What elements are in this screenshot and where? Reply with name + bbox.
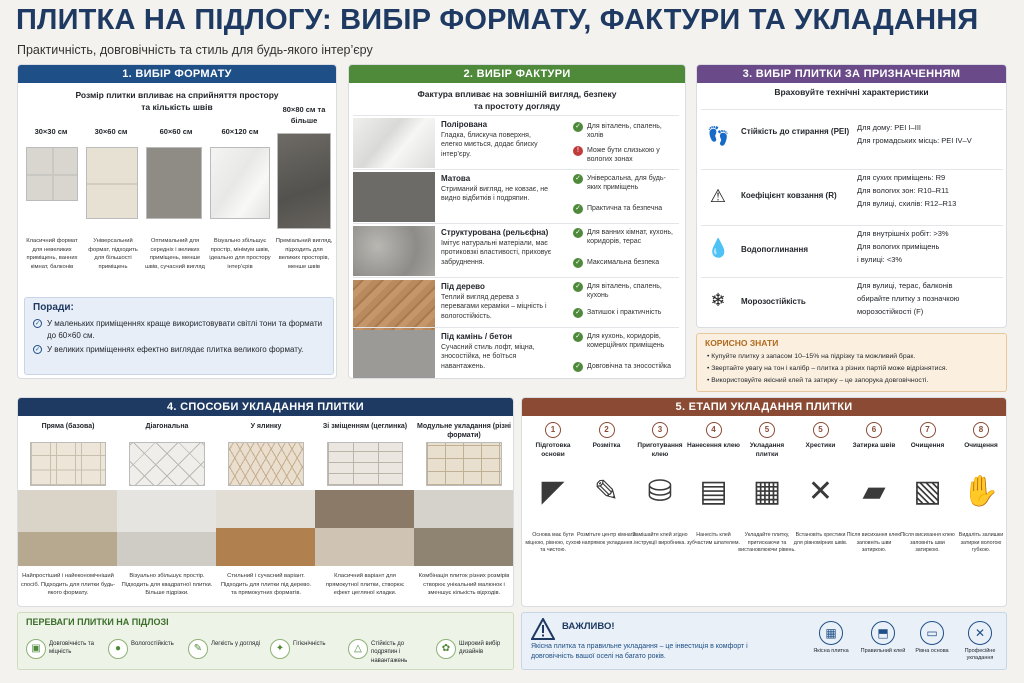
texture-heading: 2. ВИБІР ФАКТУРИ: [349, 65, 685, 83]
stage-desc: Після висихання клею заповніть шви затиркою.: [900, 532, 955, 554]
tile-swatch-80x80: [277, 133, 331, 229]
texture-row-matte: [353, 169, 679, 223]
stage-step: [687, 422, 741, 572]
stage-desc: Замішайте клей згідно інструкції виробника.: [632, 532, 688, 546]
spec-values: [857, 280, 1003, 318]
photo-modular-room: [414, 490, 514, 566]
pattern-diagonal: [129, 442, 205, 486]
important-item: [954, 621, 1006, 663]
format-desc: Універсальний формат, підходить для більшості приміщень: [88, 238, 138, 271]
spec-row-frost: [701, 277, 1003, 327]
stage-number: 3: [652, 422, 668, 438]
tools-icon: ✕: [968, 621, 992, 645]
important-text: Якісна плитка та правильне укладання – це інвестиція в комфорт і довговічність вашої оселі на багато років.: [531, 643, 748, 660]
format-size: 30×60 см: [94, 127, 128, 136]
texture-pro: [573, 282, 679, 300]
spec-name: Водопоглинання: [741, 245, 808, 254]
important-label: Якісна плитка: [813, 648, 849, 654]
tiles-icon: ▦: [752, 475, 782, 508]
check-icon: ✓: [573, 122, 583, 132]
texture-pro: [573, 122, 679, 140]
stage-step: [954, 422, 1007, 572]
cross-icon: ✕: [807, 475, 834, 508]
stage-number: 7: [920, 422, 936, 438]
tile-swatch-30x30: [26, 147, 78, 201]
layout-modular: [414, 418, 514, 607]
texture-image-stone: [353, 330, 435, 379]
stage-name: Підготовка основи: [535, 442, 571, 458]
stage-step: [526, 422, 580, 572]
format-desc: Класичний формат для невеликих приміщень, ванних кімнат, балконів: [26, 238, 78, 271]
stages-panel: [521, 397, 1007, 607]
useful-text: Використовуйте якісний клей та затирку – це запорука довговічності.: [711, 377, 929, 384]
texture-pro-text: Практична та безпечна: [587, 205, 663, 212]
spec-name: Стійкість до стирання (PEI): [741, 127, 850, 136]
format-desc: Преміальний вигляд, підходить для великих просторів, менше швів: [275, 238, 333, 271]
important-title: ВАЖЛИВО!: [562, 621, 615, 632]
photo-living-room: [18, 490, 118, 566]
format-desc: Оптимальний для середніх і великих приміщень, менше швів, сучасний вигляд: [145, 238, 205, 271]
texture-pro: [573, 308, 679, 317]
format-panel: [17, 64, 337, 379]
important-box: [521, 612, 1007, 670]
spec-name: Морозостійкість: [741, 297, 806, 306]
pattern-straight: [30, 442, 106, 486]
advantage-text: Гігієнічність: [293, 641, 326, 647]
stage-step: [740, 422, 794, 572]
purpose-heading: 3. ВИБІР ПЛИТКИ ЗА ПРИЗНАЧЕННЯМ: [697, 65, 1006, 83]
layout-name: Зі зміщенням (цеглинка): [322, 423, 408, 430]
bucket-icon: ⛁: [647, 475, 673, 508]
stage-desc: Після висихання клею заповніть шви затиркою.: [846, 532, 902, 554]
advantages-box: [17, 612, 514, 670]
tip-text: У великих приміщеннях ефектно виглядає плитка великого формату.: [47, 345, 304, 354]
texture-name: Матова: [441, 174, 471, 183]
format-desc: Візуально збільшує простір, мінімум швів, ідеально для простору інтер’єрів: [209, 238, 271, 271]
layout-name: Діагональна: [145, 423, 189, 430]
layout-heading: 4. СПОСОБИ УКЛАДАННЯ ПЛИТКИ: [18, 398, 513, 416]
spec-value: Для внутрішніх робіт: >3%: [857, 229, 949, 238]
page-title: ПЛИТКА НА ПІДЛОГУ: ВИБІР ФОРМАТУ, ФАКТУРИ ТА УКЛАДАННЯ: [16, 4, 979, 36]
stage-name: Розмітка: [592, 442, 621, 449]
texture-row-wood: [353, 277, 679, 331]
level-base-icon: ▭: [920, 621, 944, 645]
layout-panel: [17, 397, 514, 607]
spec-name: Коефіцієнт ковзання (R): [741, 191, 837, 200]
spec-row-slip: [701, 169, 1003, 225]
spec-value: морозостійкості (F): [857, 306, 924, 316]
spec-row-water: [701, 225, 1003, 277]
tip-text: У маленьких приміщеннях краще використовувати світлі тони та формати до 60×60 см.: [47, 319, 323, 340]
stages-heading: 5. ЕТАПИ УКЛАДАННЯ ПЛИТКИ: [522, 398, 1006, 416]
texture-image-wood: [353, 280, 435, 330]
texture-pro: [573, 228, 679, 246]
layout-name: У ялинку: [250, 423, 282, 430]
check-icon: ✓: [573, 228, 583, 238]
tile-quality-icon: ▦: [819, 621, 843, 645]
texture-pro-text: Для віталень, спалень, кухонь: [587, 283, 662, 300]
float-icon: ▰: [862, 475, 886, 508]
notched-trowel-icon: ▤: [699, 475, 728, 508]
texture-desc: Імітує натуральні матеріали, має протиковзкі властивості, приховує забруднення.: [441, 240, 552, 266]
texture-image-polished: [353, 118, 435, 168]
texture-row-stone: [353, 327, 679, 379]
stage-name: Очищення: [964, 442, 998, 449]
stage-step: [577, 422, 636, 572]
stage-number: 5: [813, 422, 829, 438]
pattern-offset: [327, 442, 403, 486]
footprints-icon: 👣: [707, 126, 730, 146]
important-label: Правильний клей: [860, 648, 906, 654]
advantage-text: Широкий вибір дизайнів: [459, 641, 501, 656]
important-item: [857, 621, 909, 655]
pencil-icon: ✎: [593, 475, 620, 508]
texture-desc: Теплий вигляд дерева з перевагами кераміки – міцність і вологостійкість.: [441, 294, 547, 320]
layout-desc: Найпростіший і найекономічніший спосіб. Підходить для плитки будь-якого формату.: [20, 573, 116, 597]
stage-desc: Основа має бути міцною, рівною, сухою та чистою.: [525, 532, 581, 554]
useful-item: • Звертайте увагу на тон і калібр – плитка з різних партій може відрізнятися.: [707, 365, 948, 372]
purpose-panel: [696, 64, 1007, 328]
useful-box: [696, 333, 1007, 392]
stage-desc: Розмітьте центр кімнати і напрямок укладання.: [577, 532, 636, 546]
stage-name: Нанесення клею: [687, 442, 740, 449]
format-size: 80×80 см та більше: [282, 105, 326, 125]
sponge-icon: ▧: [913, 475, 942, 508]
page-subtitle: Практичність, довговічність та стиль для будь-якого інтер’єру: [17, 43, 373, 57]
check-icon: ✓: [573, 362, 583, 372]
texture-pro-text: Для віталень, спалень, холів: [587, 123, 662, 140]
important-label: Професійне укладання: [964, 648, 996, 662]
texture-intro-line1: Фактура впливає на зовнішній вигляд, безпеку: [417, 89, 617, 99]
spec-value: Для сухих приміщень: R9: [857, 173, 946, 182]
spec-values: [857, 122, 1003, 148]
warning-triangle-icon: [531, 618, 555, 640]
layout-herringbone: [216, 418, 316, 607]
drop-icon: ●: [108, 639, 128, 659]
check-icon: ✓: [573, 332, 583, 342]
advantages-title: ПЕРЕВАГИ ПЛИТКИ НА ПІДЛОЗІ: [26, 617, 169, 627]
check-icon: ✓: [573, 258, 583, 268]
advantage-text: Легкість у догляді: [211, 641, 261, 647]
stage-desc: Укладайте плитку, притискаючи та вистановлюючи рівень.: [738, 532, 796, 554]
stage-name: Приготування клею: [637, 442, 683, 458]
stage-step: [794, 422, 848, 572]
shield-icon: ▣: [26, 639, 46, 659]
spec-value: Для громадських місць: PEI IV–V: [857, 135, 972, 145]
important-item: [906, 621, 958, 655]
important-label: Рівна основа: [915, 648, 949, 654]
useful-title: КОРИСНО ЗНАТИ: [705, 338, 779, 348]
tile-swatch-60x60: [146, 147, 202, 219]
texture-row-polished: [353, 115, 679, 169]
layout-desc: Класичний варіант для прямокутної плитки, створює ефект цегляної кладки.: [325, 573, 405, 597]
stage-desc: Видаліть залишки затирки вологою губкою.: [958, 532, 1004, 554]
stage-number: 4: [706, 422, 722, 438]
texture-intro: [349, 89, 685, 113]
spec-value: Для вулиці, схилів: R12–R13: [857, 198, 957, 208]
check-icon: ✓: [573, 174, 583, 184]
texture-image-structured: [353, 226, 435, 276]
check-icon: ✓: [34, 321, 41, 327]
layout-straight: [18, 418, 118, 607]
stage-number: 6: [866, 422, 882, 438]
texture-pro-text: Для кухонь, коридорів, комерційних приміщень: [587, 333, 665, 350]
texture-pro: [573, 258, 679, 267]
texture-name: Полірована: [441, 120, 488, 129]
hygiene-icon: ✦: [270, 639, 290, 659]
spec-value: Для вулиці, терас, балконів: [857, 281, 953, 290]
tip-item: [33, 318, 323, 341]
texture-desc: Гладка, блискуча поверхня, елегко миється, додає блиску інтер’єру.: [441, 132, 538, 158]
useful-item: • Купуйте плитку з запасом 10–15% на підрізку та можливий брак.: [707, 353, 916, 360]
tile-swatch-60x120: [210, 147, 270, 219]
texture-image-matte: [353, 172, 435, 222]
stage-number: 1: [545, 422, 561, 438]
trowel-icon: ◤: [541, 475, 565, 508]
format-size: 60×60 см: [159, 127, 193, 136]
check-icon: ✓: [573, 204, 583, 214]
stage-number: 5: [759, 422, 775, 438]
tile-swatch-30x60: [86, 147, 138, 219]
layout-diagonal: [117, 418, 217, 607]
spec-value: і вулиці: <3%: [857, 254, 903, 264]
texture-pro-text: Максимальна безпека: [587, 259, 660, 266]
texture-intro-line2: та простоту догляду: [473, 100, 561, 111]
layout-name: Модульне укладання (різні формати): [416, 423, 511, 440]
pattern-herringbone: [228, 442, 304, 486]
spec-values: [857, 228, 1003, 266]
stage-desc: Нанесіть клей зубчастим шпателем.: [686, 532, 741, 546]
stage-name: Хрестики: [805, 442, 836, 449]
texture-row-structured: [353, 223, 679, 277]
warning-icon: !: [573, 146, 583, 156]
tips-title: Поради:: [33, 302, 74, 313]
slip-icon: ⚠: [709, 186, 727, 206]
stage-step: [901, 422, 955, 572]
pattern-modular: [426, 442, 502, 486]
texture-pro: [573, 174, 679, 192]
texture-name: Під дерево: [441, 282, 485, 291]
useful-item: • Використовуйте якісний клей та затирку – це запорука довговічності.: [707, 377, 929, 384]
palette-icon: ✿: [436, 639, 456, 659]
format-intro-line2: та кількість швів: [141, 102, 213, 113]
format-intro-line1: Розмір плитки впливає на сприйняття простору: [75, 90, 279, 100]
weight-icon: △: [348, 639, 368, 659]
photo-bathroom: [117, 490, 217, 566]
water-drop-icon: 💧: [707, 238, 730, 258]
spec-value: Для вологих зон: R10–R11: [857, 185, 949, 195]
stage-number: 2: [599, 422, 615, 438]
advantage-text: Довговічність та міцність: [49, 641, 94, 656]
check-icon: ✓: [34, 347, 41, 353]
spec-row-pei: [701, 109, 1003, 169]
layout-name: Пряма (базова): [41, 423, 95, 430]
layout-desc: Візуально збільшує простір. Підходить для квадратної плитки. Більше підрізки.: [121, 573, 213, 597]
useful-text: Звертайте увагу на тон і калібр – плитка з різних партій може відрізнятися.: [711, 365, 948, 372]
spec-value: Для вологих приміщень: [857, 241, 940, 251]
stage-name: Укладання плитки: [749, 442, 785, 458]
check-icon: ✓: [573, 308, 583, 318]
texture-pro: [573, 362, 679, 371]
layout-desc: Комбінація плиток різних розмірів створює унікальний малюнок і зменшує кількість відходів.: [418, 573, 510, 597]
texture-pro: [573, 204, 679, 213]
format-size: 30×30 см: [34, 127, 68, 136]
texture-pro-text: Довговічна та зносостійка: [587, 363, 672, 370]
texture-pro-text: Для ванних кімнат, кухонь, коридорів, терас: [587, 229, 673, 246]
stage-name: Очищення: [910, 442, 945, 449]
texture-name: Під камінь / бетон: [441, 332, 513, 341]
format-heading: 1. ВИБІР ФОРМАТУ: [18, 65, 336, 83]
spec-values: [857, 172, 1003, 210]
texture-con: [573, 146, 679, 164]
spec-value: обирайте плитку з позначкою: [857, 293, 960, 303]
texture-name: Структурована (рельєфна): [441, 228, 549, 237]
advantage-text: Вологостійкість: [131, 641, 174, 647]
tip-item: [33, 344, 323, 356]
stage-number: 8: [973, 422, 989, 438]
texture-pro: [573, 332, 679, 350]
format-size: 60×120 см: [221, 127, 259, 136]
texture-panel: [348, 64, 686, 379]
advantage-text: Стійкість до подряпин і навантажень: [371, 641, 408, 664]
layout-offset: [315, 418, 415, 607]
broom-icon: ✎: [188, 639, 208, 659]
spec-value: Для дому: PEI I–III: [857, 123, 921, 132]
texture-pro-text: Затишок і практичність: [587, 309, 662, 316]
stage-desc: Встановіть хрестики для рівномірних швів.: [793, 532, 848, 546]
texture-desc: Сучасний стиль лофт, міцна, зносостійка, не боїться навантажень.: [441, 344, 535, 370]
photo-wood-floor-room: [216, 490, 316, 566]
stage-step: [633, 422, 687, 572]
layout-desc: Стильний і сучасний варіант. Підходить для плитки під дерево. та прямокутних форматів.: [220, 573, 312, 597]
stage-step: [847, 422, 901, 572]
check-icon: ✓: [573, 282, 583, 292]
important-item: [805, 621, 857, 655]
stage-name: Затирка швів: [852, 442, 896, 449]
texture-con-text: Може бути слизькою у вологих зонах: [587, 147, 660, 164]
texture-desc: Стриманий вигляд, не ковзає, не видно відбитків і подряпин.: [441, 186, 548, 203]
glue-icon: ⬒: [871, 621, 895, 645]
photo-kitchen: [315, 490, 415, 566]
purpose-intro: Враховуйте технічні характеристики: [774, 87, 929, 97]
texture-pro-text: Універсальна, для будь-яких приміщень: [587, 175, 666, 192]
tips-box: [24, 297, 334, 375]
useful-text: Купуйте плитку з запасом 10–15% на підрізку та можливий брак.: [711, 353, 916, 360]
glove-icon: ✋: [962, 475, 1000, 508]
snowflake-icon: ❄: [710, 290, 726, 310]
